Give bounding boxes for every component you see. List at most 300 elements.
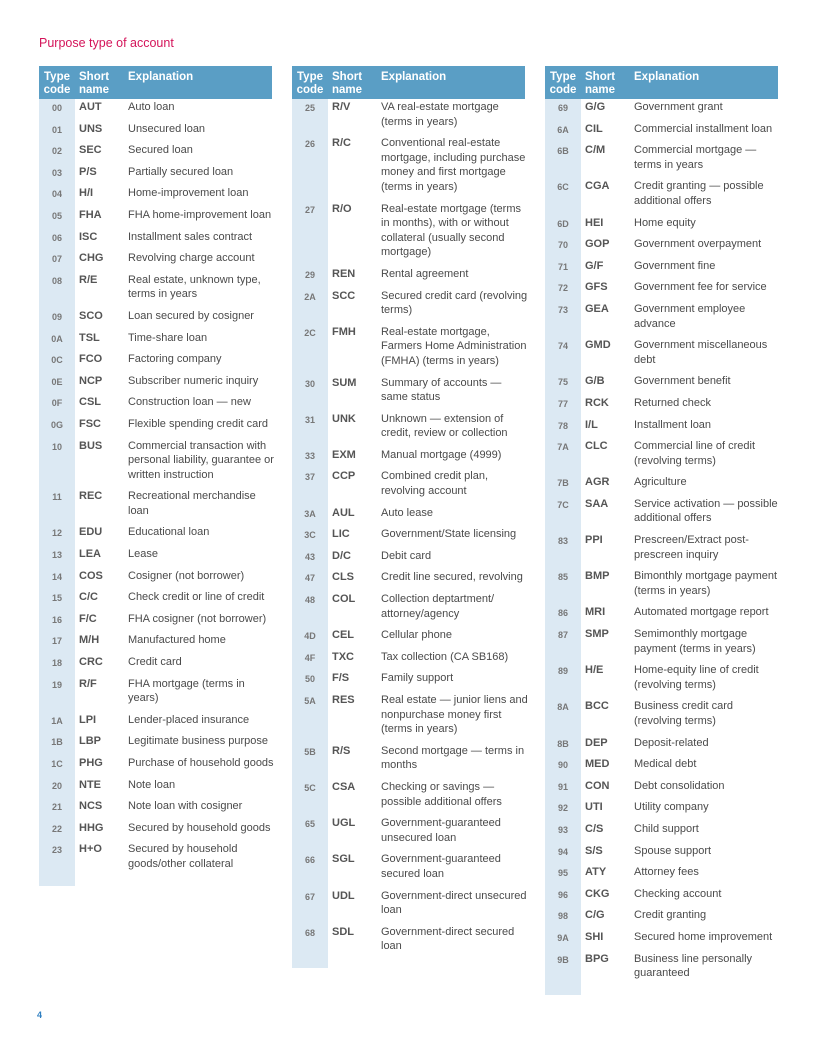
- table-row: [292, 815, 525, 851]
- short-name-cell: CKG: [585, 887, 610, 900]
- explanation-cell: [125, 841, 272, 877]
- explanation-text: Government-direct unsecured loan: [381, 889, 527, 917]
- short-name-cell: FHA: [79, 208, 102, 221]
- explanation-text: Cosigner (not borrower): [128, 569, 245, 582]
- header-type-code: Type code: [39, 66, 75, 99]
- explanation-cell: [378, 266, 525, 288]
- table-row: [39, 777, 272, 799]
- type-code-cell: 19: [39, 676, 75, 712]
- short-name-cell: R/E: [79, 273, 98, 286]
- explanation-cell: [631, 799, 778, 821]
- type-code-cell: 17: [39, 632, 75, 654]
- explanation-text: Conventional real-estate mortgage, including purchase money and first mortgage (terms in years): [381, 137, 526, 193]
- explanation-cell: [631, 929, 778, 951]
- type-code-cell: 15: [39, 589, 75, 611]
- table-row: [292, 135, 525, 200]
- short-name-cell: AGR: [585, 476, 610, 489]
- short-name-cell: P/S: [79, 165, 97, 178]
- type-code-cell: 87: [545, 626, 581, 662]
- explanation-cell: [125, 272, 272, 308]
- explanation-cell: [378, 201, 525, 266]
- short-name-cell: GFS: [585, 281, 608, 294]
- table-row: [545, 799, 778, 821]
- explanation-text: Flexible spending credit card: [128, 417, 269, 430]
- explanation-cell: [378, 591, 525, 627]
- type-code-cell: 30: [292, 375, 328, 411]
- explanation-cell: [125, 589, 272, 611]
- table-filler-row: [39, 878, 272, 886]
- type-code-cell: 8B: [545, 735, 581, 757]
- table-row: [39, 524, 272, 546]
- type-code-cell: 0A: [39, 330, 75, 352]
- short-name-cell: SEC: [79, 144, 102, 157]
- short-name-cell: FSC: [79, 417, 101, 430]
- type-code-cell: 2A: [292, 288, 328, 324]
- explanation-text: Secured home improvement: [634, 930, 773, 943]
- type-code-cell: 8A: [545, 698, 581, 734]
- short-name-cell: CLS: [332, 571, 354, 584]
- short-name-cell: H/I: [79, 187, 94, 200]
- explanation-text: Real-estate mortgage, Farmers Home Administration (FMHA) (terms in years): [381, 325, 527, 367]
- type-code-cell: 92: [545, 799, 581, 821]
- explanation-cell: [378, 815, 525, 851]
- type-code-cell: 5C: [292, 779, 328, 815]
- table-row: [39, 142, 272, 164]
- table-row: [545, 121, 778, 143]
- explanation-cell: [378, 99, 525, 135]
- type-code-cell: 9A: [545, 929, 581, 951]
- explanation-text: Prescreen/Extract post-prescreen inquiry: [634, 534, 749, 561]
- short-name-cell: AUL: [332, 506, 355, 519]
- explanation-text: Government grant: [634, 101, 723, 113]
- explanation-text: Government-guaranteed secured loan: [381, 853, 501, 880]
- explanation-cell: [125, 524, 272, 546]
- explanation-text: Business line personally guaranteed: [634, 952, 753, 980]
- table-row: [292, 266, 525, 288]
- table-row: [545, 698, 778, 734]
- explanation-text: Home-improvement loan: [128, 187, 249, 200]
- type-code-cell: 25: [292, 99, 328, 135]
- short-name-cell: FCO: [79, 353, 103, 366]
- table-row: [545, 337, 778, 373]
- short-name-cell: G/B: [585, 375, 605, 388]
- header-explanation: Explanation: [125, 66, 272, 99]
- short-name-cell: CHG: [79, 252, 104, 265]
- table-row: [39, 488, 272, 524]
- table-row: [39, 632, 272, 654]
- table-row: [545, 258, 778, 280]
- table-row: [292, 670, 525, 692]
- type-code-cell: 47: [292, 569, 328, 591]
- table-row: [292, 924, 525, 960]
- table-row: [39, 121, 272, 143]
- explanation-cell: [631, 778, 778, 800]
- explanation-text: Auto loan: [128, 101, 175, 113]
- table-column-2: [292, 66, 528, 968]
- type-code-cell: 6A: [545, 121, 581, 143]
- type-code-cell: 7B: [545, 474, 581, 496]
- table-row: [545, 626, 778, 662]
- table-header-row: [545, 66, 778, 99]
- explanation-cell: [631, 886, 778, 908]
- type-code-cell: 10: [39, 438, 75, 489]
- type-code-cell: 93: [545, 821, 581, 843]
- type-code-cell: 01: [39, 121, 75, 143]
- type-code-cell: 31: [292, 411, 328, 447]
- explanation-text: Partially secured loan: [128, 165, 234, 178]
- table-row: [545, 864, 778, 886]
- short-name-cell: NTE: [79, 778, 101, 791]
- header-short-name: Short name: [581, 66, 631, 99]
- explanation-cell: [631, 258, 778, 280]
- short-name-cell: UTI: [585, 801, 603, 814]
- type-code-cell: 08: [39, 272, 75, 308]
- explanation-text: Debt consolidation: [634, 779, 725, 792]
- explanation-text: Government fee for service: [634, 281, 767, 294]
- short-name-cell: H/E: [585, 664, 604, 677]
- short-name-cell: EXM: [332, 448, 356, 461]
- table-row: [545, 951, 778, 987]
- table-row: [39, 712, 272, 734]
- short-name-cell: GOP: [585, 238, 610, 251]
- table-row: [545, 496, 778, 532]
- short-name-cell: H+O: [79, 843, 102, 856]
- type-code-cell: 3C: [292, 526, 328, 548]
- explanation-cell: [125, 568, 272, 590]
- type-code-cell: 09: [39, 308, 75, 330]
- short-name-cell: MRI: [585, 606, 606, 619]
- short-name-cell: F/C: [79, 612, 97, 625]
- explanation-cell: [631, 279, 778, 301]
- explanation-text: Installment sales contract: [128, 230, 253, 243]
- explanation-text: Secured by household goods/other collateral: [128, 843, 238, 870]
- table-row: [545, 178, 778, 214]
- table-row: [39, 568, 272, 590]
- explanation-cell: [631, 373, 778, 395]
- table-row: [39, 250, 272, 272]
- explanation-text: Commercial mortgage — terms in years: [634, 144, 757, 171]
- table-row: [545, 142, 778, 178]
- table-filler-row: [292, 960, 525, 968]
- table-row: [39, 755, 272, 777]
- short-filler: [75, 878, 125, 886]
- table-row: [545, 821, 778, 843]
- short-name-cell: CIL: [585, 122, 603, 135]
- table-row: [292, 468, 525, 504]
- table-row: [39, 733, 272, 755]
- short-name-cell: LBP: [79, 735, 101, 748]
- type-code-cell: 6C: [545, 178, 581, 214]
- type-code-filler: [39, 878, 75, 886]
- explanation-cell: [125, 488, 272, 524]
- explanation-text: Business credit card (revolving terms): [634, 700, 734, 727]
- table-row: [39, 99, 272, 121]
- short-name-cell: GMD: [585, 339, 611, 352]
- explanation-cell: [631, 626, 778, 662]
- type-code-cell: 67: [292, 888, 328, 924]
- short-name-cell: SCO: [79, 309, 103, 322]
- short-name-cell: R/F: [79, 677, 97, 690]
- short-name-cell: COS: [79, 569, 103, 582]
- explanation-cell: [125, 142, 272, 164]
- explanation-cell: [378, 743, 525, 779]
- short-name-cell: FMH: [332, 325, 356, 338]
- explanation-text: Real estate — junior liens and nonpurchase money first (terms in years): [381, 694, 528, 736]
- table-row: [39, 272, 272, 308]
- explanation-text: Subscriber numeric inquiry: [128, 374, 259, 387]
- type-code-cell: 5A: [292, 692, 328, 743]
- type-code-cell: 1A: [39, 712, 75, 734]
- explanation-text: Checking account: [634, 887, 722, 900]
- table-row: [39, 676, 272, 712]
- table-row: [545, 532, 778, 568]
- explanation-text: Home-equity line of credit (revolving terms): [634, 664, 759, 691]
- explanation-text: Service activation — possible additional offers: [634, 497, 778, 525]
- type-code-cell: 05: [39, 207, 75, 229]
- type-code-cell: 20: [39, 777, 75, 799]
- type-code-cell: 06: [39, 229, 75, 251]
- explanation-cell: [631, 301, 778, 337]
- type-code-cell: 94: [545, 843, 581, 865]
- short-name-cell: D/C: [332, 549, 351, 562]
- explanation-cell: [125, 676, 272, 712]
- explanation-text: Home equity: [634, 216, 696, 229]
- type-code-cell: 07: [39, 250, 75, 272]
- explanation-cell: [125, 416, 272, 438]
- explanation-cell: [631, 438, 778, 474]
- type-code-cell: 98: [545, 907, 581, 929]
- short-name-cell: G/F: [585, 259, 604, 272]
- explanation-text: Checking or savings — possible additional offers: [381, 780, 502, 808]
- explanation-text: Manufactured home: [128, 634, 226, 647]
- short-name-cell: SHI: [585, 930, 604, 943]
- type-code-cell: 13: [39, 546, 75, 568]
- explanation-text: Credit granting: [634, 909, 707, 922]
- explanation-text: Family support: [381, 672, 454, 685]
- table-row: [545, 373, 778, 395]
- type-code-cell: 89: [545, 662, 581, 698]
- table-row: [292, 591, 525, 627]
- header-short-name: Short name: [75, 66, 125, 99]
- table-row: [292, 505, 525, 527]
- short-name-cell: BPG: [585, 952, 609, 965]
- short-filler: [581, 987, 631, 995]
- explanation-cell: [631, 496, 778, 532]
- explanation-cell: [631, 474, 778, 496]
- type-code-cell: 12: [39, 524, 75, 546]
- type-code-cell: 0F: [39, 394, 75, 416]
- short-name-cell: CCP: [332, 470, 356, 483]
- table-row: [545, 929, 778, 951]
- explanation-cell: [378, 447, 525, 469]
- type-code-cell: 11: [39, 488, 75, 524]
- explanation-cell: [631, 215, 778, 237]
- short-name-cell: CLC: [585, 440, 608, 453]
- short-name-cell: S/S: [585, 844, 603, 857]
- type-code-cell: 96: [545, 886, 581, 908]
- table-column-1: [39, 66, 272, 886]
- type-code-cell: 23: [39, 841, 75, 877]
- type-code-cell: 0E: [39, 373, 75, 395]
- table-row: [545, 99, 778, 121]
- explanation-text: Combined credit plan, revolving account: [381, 470, 489, 498]
- table-row: [39, 654, 272, 676]
- table-row: [39, 229, 272, 251]
- short-name-cell: BMP: [585, 570, 610, 583]
- table-row: [292, 324, 525, 375]
- explanation-cell: [631, 662, 778, 698]
- explanation-text: Loan secured by cosigner: [128, 309, 254, 322]
- explanation-text: Recreational merchandise loan: [128, 490, 256, 517]
- exp-filler: [125, 878, 272, 886]
- header-short-name: Short name: [328, 66, 378, 99]
- explanation-text: Installment loan: [634, 418, 712, 431]
- explanation-text: Secured loan: [128, 144, 193, 157]
- type-code-cell: 16: [39, 611, 75, 633]
- explanation-text: Credit card: [128, 656, 182, 669]
- explanation-cell: [631, 178, 778, 214]
- explanation-text: FHA mortgage (terms in years): [128, 677, 245, 705]
- explanation-cell: [378, 627, 525, 649]
- short-name-cell: RES: [332, 694, 355, 706]
- explanation-text: Returned check: [634, 396, 712, 409]
- explanation-text: Automated mortgage report: [634, 606, 769, 619]
- explanation-text: Credit granting — possible additional offers: [634, 180, 764, 207]
- table-row: [545, 279, 778, 301]
- type-code-cell: 0G: [39, 416, 75, 438]
- table-row: [39, 841, 272, 877]
- exp-filler: [378, 960, 525, 968]
- type-code-cell: 5B: [292, 743, 328, 779]
- short-name-cell: DEP: [585, 736, 608, 749]
- explanation-cell: [125, 373, 272, 395]
- short-name-cell: HEI: [585, 216, 604, 229]
- table-row: [39, 330, 272, 352]
- explanation-text: Government/State licensing: [381, 528, 517, 541]
- type-code-cell: 0C: [39, 351, 75, 373]
- table-row: [39, 546, 272, 568]
- purpose-type-table: [39, 66, 272, 886]
- explanation-cell: [378, 692, 528, 743]
- explanation-cell: [125, 394, 272, 416]
- type-code-cell: 1B: [39, 733, 75, 755]
- table-row: [292, 548, 525, 570]
- short-name-cell: MED: [585, 758, 610, 771]
- short-name-cell: UDL: [332, 889, 355, 902]
- explanation-cell: [125, 185, 272, 207]
- explanation-text: Deposit-related: [634, 736, 709, 749]
- short-name-cell: C/S: [585, 822, 604, 835]
- explanation-cell: [125, 820, 272, 842]
- explanation-cell: [631, 236, 778, 258]
- header-type-code: Type code: [545, 66, 581, 99]
- type-code-cell: 70: [545, 236, 581, 258]
- explanation-text: Manual mortgage (4999): [381, 448, 502, 461]
- explanation-text: FHA cosigner (not borrower): [128, 612, 267, 625]
- table-row: [545, 735, 778, 757]
- explanation-cell: [631, 568, 778, 604]
- type-code-cell: 02: [39, 142, 75, 164]
- type-code-cell: 74: [545, 337, 581, 373]
- explanation-cell: [631, 951, 778, 987]
- explanation-text: Child support: [634, 822, 699, 835]
- table-row: [292, 526, 525, 548]
- table-row: [39, 820, 272, 842]
- table-row: [545, 417, 778, 439]
- explanation-text: Educational loan: [128, 526, 210, 539]
- table-row: [292, 201, 525, 266]
- short-name-cell: CSL: [79, 396, 101, 409]
- explanation-text: Unsecured loan: [128, 122, 206, 135]
- type-code-cell: 90: [545, 756, 581, 778]
- explanation-cell: [631, 698, 778, 734]
- short-name-cell: AUT: [79, 101, 102, 113]
- explanation-cell: [631, 843, 778, 865]
- explanation-cell: [378, 779, 525, 815]
- explanation-cell: [631, 99, 778, 121]
- table-row: [545, 778, 778, 800]
- explanation-text: Credit line secured, revolving: [381, 571, 523, 584]
- short-name-cell: TSL: [79, 331, 100, 344]
- explanation-cell: [378, 505, 525, 527]
- page-number: 4: [37, 1010, 43, 1020]
- explanation-text: Construction loan — new: [128, 396, 251, 409]
- explanation-cell: [125, 351, 272, 373]
- type-code-cell: 95: [545, 864, 581, 886]
- explanation-cell: [631, 907, 778, 929]
- short-name-cell: SAA: [585, 497, 609, 510]
- type-code-cell: 33: [292, 447, 328, 469]
- table-row: [39, 373, 272, 395]
- short-name-cell: EDU: [79, 526, 103, 539]
- header-type-code: Type code: [292, 66, 328, 99]
- explanation-text: Note loan: [128, 778, 176, 791]
- table-row: [545, 662, 778, 698]
- table-row: [292, 99, 525, 135]
- table-row: [292, 888, 525, 924]
- type-code-cell: 4D: [292, 627, 328, 649]
- explanation-text: VA real-estate mortgage (terms in years): [381, 101, 499, 128]
- short-name-cell: REC: [79, 490, 103, 503]
- explanation-text: Lease: [128, 548, 158, 561]
- explanation-text: Legitimate business purpose: [128, 735, 269, 748]
- explanation-text: Government benefit: [634, 375, 731, 388]
- short-name-cell: ATY: [585, 866, 607, 879]
- short-name-cell: SCC: [332, 289, 356, 302]
- explanation-text: Spouse support: [634, 844, 712, 857]
- type-code-cell: 78: [545, 417, 581, 439]
- explanation-cell: [631, 121, 778, 143]
- short-name-cell: R/V: [332, 101, 351, 113]
- short-name-cell: R/C: [332, 137, 351, 150]
- type-code-cell: 3A: [292, 505, 328, 527]
- table-row: [39, 589, 272, 611]
- explanation-cell: [378, 411, 525, 447]
- short-name-cell: REN: [332, 267, 356, 280]
- short-name-cell: TXC: [332, 650, 354, 663]
- explanation-text: Summary of accounts — same status: [381, 376, 502, 404]
- explanation-cell: [378, 526, 525, 548]
- explanation-text: Bimonthly mortgage payment (terms in years): [634, 570, 778, 597]
- short-name-cell: NCS: [79, 800, 103, 813]
- explanation-text: Government overpayment: [634, 238, 762, 251]
- table-row: [545, 886, 778, 908]
- short-name-cell: CRC: [79, 656, 103, 669]
- table-row: [39, 351, 272, 373]
- table-row: [292, 692, 525, 743]
- explanation-text: Time-share loan: [128, 331, 208, 344]
- explanation-cell: [378, 468, 525, 504]
